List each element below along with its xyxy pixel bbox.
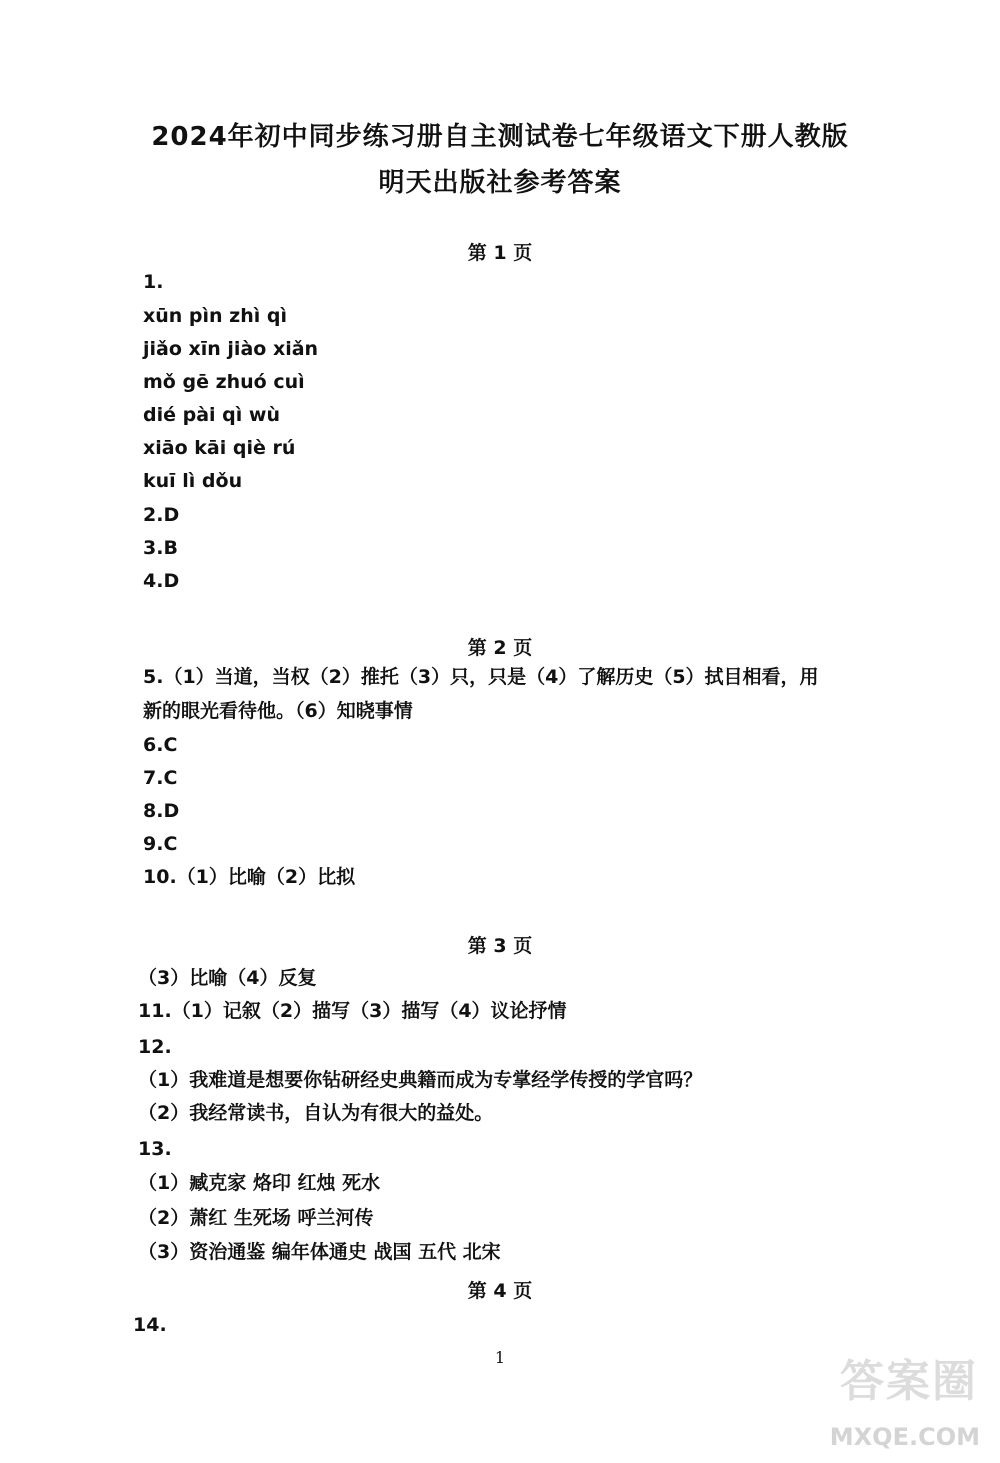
- watermark-url: MXQE.COM: [829, 1423, 980, 1451]
- page-header-2: 第 2 页: [467, 637, 533, 659]
- answer-line: （1）我难道是想要你钻研经史典籍而成为专掌经学传授的学官吗？: [138, 1069, 703, 1091]
- answer-line: （1）臧克家 烙印 红烛 死水: [138, 1172, 381, 1194]
- answer-line: 3.B: [143, 537, 178, 559]
- answer-line: 2.D: [143, 504, 180, 526]
- page-header-3: 第 3 页: [467, 935, 533, 957]
- answer-line: kuī lì dǒu: [143, 470, 243, 492]
- answer-line: 4.D: [143, 570, 180, 592]
- answer-line: （3）比喻（4）反复: [138, 967, 317, 989]
- page-header-1: 第 1 页: [467, 242, 533, 264]
- answer-line: 7.C: [143, 767, 178, 789]
- answer-line: （3）资治通鉴 编年体通史 战国 五代 北宋: [138, 1241, 501, 1263]
- answer-line: 8.D: [143, 800, 180, 822]
- watermark-logo: 答案圈: [840, 1356, 978, 1407]
- answer-line: （2）萧红 生死场 呼兰河传: [138, 1207, 374, 1229]
- watermark: [806, 1345, 986, 1455]
- answer-line: dié pài qì wù: [143, 404, 280, 426]
- answer-line: mǒ gē zhuó cuì: [143, 371, 305, 393]
- answer-line: 11.（1）记叙（2）描写（3）描写（4）议论抒情: [138, 1000, 567, 1022]
- answer-line: jiǎo xīn jiào xiǎn: [143, 338, 319, 360]
- answer-line: 5.（1）当道，当权（2）推托（3）只，只是（4）了解历史（5）拭目相看，用: [143, 666, 819, 688]
- document-title-line2: 明天出版社参考答案: [378, 168, 622, 198]
- answer-line: 9.C: [143, 833, 178, 855]
- answer-line: 14.: [133, 1314, 167, 1336]
- answer-line: xiāo kāi qiè rú: [143, 437, 296, 459]
- page-header-4: 第 4 页: [467, 1280, 533, 1302]
- answer-line: 1.: [143, 271, 164, 293]
- answer-line: 12.: [138, 1036, 172, 1058]
- document-title-line1: 2024年初中同步练习册自主测试卷七年级语文下册人教版: [151, 122, 849, 152]
- answer-line: xūn pìn zhì qì: [143, 305, 288, 327]
- answer-line: 6.C: [143, 734, 178, 756]
- page-number: 1: [494, 1348, 506, 1367]
- answer-line: 新的眼光看待他。（6）知晓事情: [143, 700, 413, 722]
- answer-line: 10.（1）比喻（2）比拟: [143, 866, 356, 888]
- answer-line: 13.: [138, 1138, 172, 1160]
- answer-line: （2）我经常读书，自认为有很大的益处。: [138, 1102, 494, 1124]
